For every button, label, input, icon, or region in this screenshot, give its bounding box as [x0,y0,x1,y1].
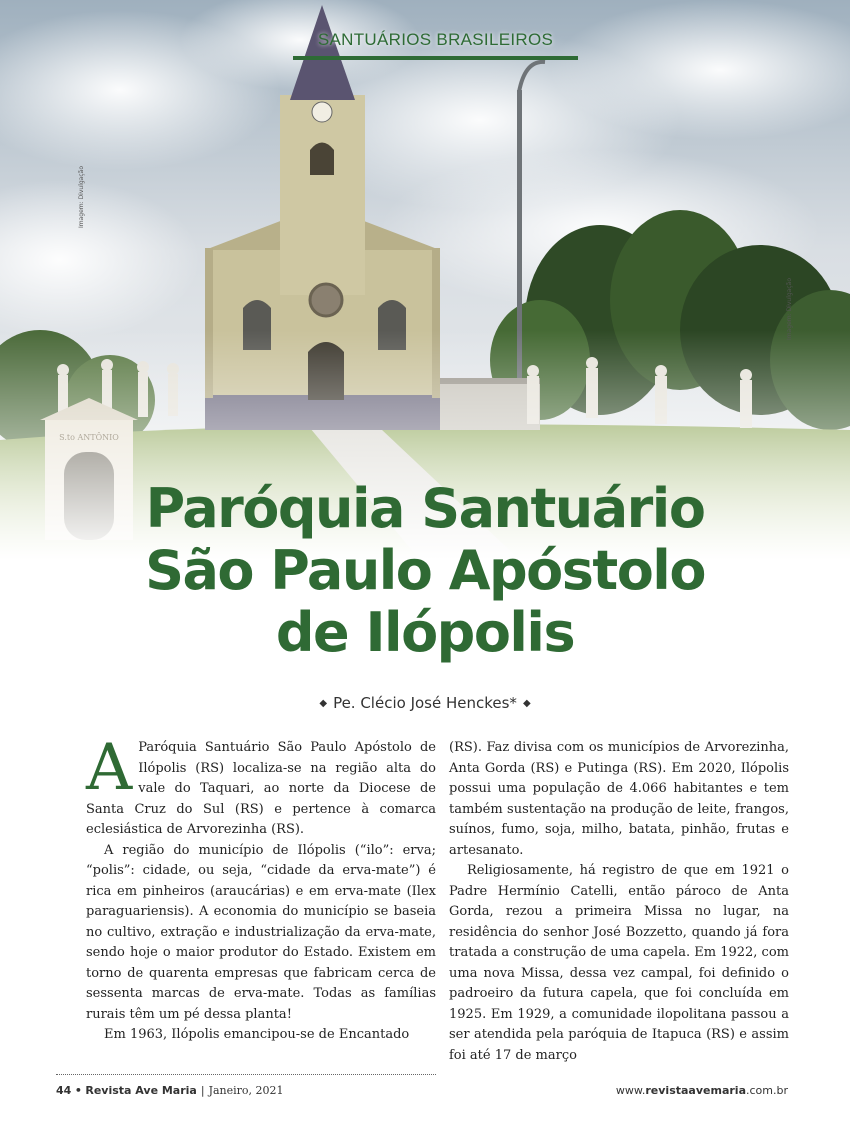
page-number: 44 [56,1084,72,1097]
title-line-3: de Ilópolis [275,601,575,664]
paragraph: Religiosamente, há registro de que em 1921 o Padre Hermínio Catelli, então pároco de Anta Gorda, rezou a primeira Missa no lugar, na residência do senhor José Bozzetto, quando já fora tratada a construção de uma capela. Em 1922, com uma nova Missa, dessa vez campal, foi definido o padroeiro da futura capela, que foi concluída em 1925. Em 1929, a comunidade ilopolitana passou a ser atendida pela paróquia de Itapuca (RS) e assim foi até 17 de março [449,863,789,1063]
magazine-name: Revista Ave Maria [85,1084,197,1097]
church-photo [0,0,850,560]
folio-separator: | [200,1084,205,1097]
folio-bullet: • [74,1084,82,1097]
title-line-1: Paróquia Santuário [145,477,705,540]
title-line-2: São Paulo Apóstolo [145,539,705,602]
diamond-icon: ◆ [319,698,328,709]
section-tag: SANTUÁRIOS BRASILEIROS [293,30,578,60]
drop-cap: A [86,731,133,805]
article-column-left [86,731,436,1046]
byline [0,694,850,712]
image-credit-right: Imagem: Divulgação [786,277,793,340]
article-column-right [449,738,789,1066]
issue-date: Janeiro, 2021 [208,1084,284,1097]
paragraph: (RS). Faz divisa com os municípios de Arvorezinha, Anta Gorda (RS) e Putinga (RS). Em 2020, Ilópolis possui uma população de 4.066 habitantes e tem também sustentação na produção de leite, frangos, suínos, fumo, soja, milho, batata, pinhão, frutas e artesanato. [449,740,789,858]
author-name: Pe. Clécio José Henckes* [333,694,517,712]
diamond-icon: ◆ [522,698,531,709]
article-title [0,478,850,664]
paragraph: Em 1963, Ilópolis emancipou-se de Encantado [104,1027,410,1042]
image-credit-left: Imagem: Divulgação [78,165,85,228]
paragraph: A região do município de Ilópolis (“ilo”: erva; “polis”: cidade, ou seja, “cidade da erva-mate”) é rica em pinheiros (araucárias) e em erva-mate (Ilex paraguariensis). A economia do município se baseia no cultivo, extração e industrialização da erva-mate, sendo hoje o maior produtor do Estado. Existem em torno de quarenta empresas que fabricam cerca de sessenta marcas de erva-mate. Todas as famílias rurais têm um pé dessa planta! [86,842,436,1022]
paragraph: A Paróquia Santuário São Paulo Apóstolo de Ilópolis (RS) localiza-se na região alta do vale do Taquari, ao norte da Diocese de Santa Cruz do Sul (RS) e pertence à comarca eclesiástica de Arvorezinha (RS). [86,731,436,837]
footer-divider [56,1074,436,1075]
footer-folio [56,1084,284,1097]
website-url[interactable]: www.revistaavemaria.com.br [615,1084,788,1097]
